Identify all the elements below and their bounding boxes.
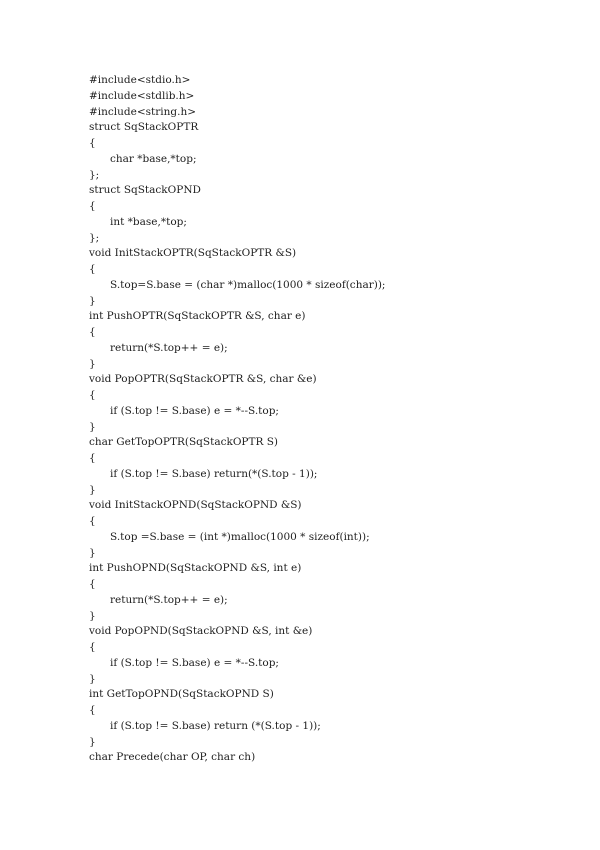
code-line: { (89, 389, 96, 401)
code-line: S.top =S.base = (int *)malloc(1000 * sizeof(int)); (110, 530, 370, 543)
code-line: if (S.top != S.base) return (*(S.top - 1)); (110, 719, 321, 732)
code-line: int GetTopOPND(SqStackOPND S) (89, 688, 274, 701)
code-line: #include<stdlib.h> (89, 89, 195, 102)
code-line: { (89, 200, 96, 212)
code-line: return(*S.top++ = e); (110, 593, 228, 606)
code-line: #include<stdio.h> (89, 74, 191, 86)
code-line: S.top=S.base = (char *)malloc(1000 * sizeof(char)); (110, 278, 386, 291)
code-line: { (89, 515, 96, 527)
code-line: { (89, 263, 96, 275)
code-line: void PopOPND(SqStackOPND &S, int &e) (89, 625, 313, 638)
code-line: } (89, 609, 96, 622)
code-line: if (S.top != S.base) e = *--S.top; (110, 656, 279, 669)
code-line: } (89, 546, 96, 559)
code-line: void InitStackOPND(SqStackOPND &S) (89, 499, 302, 512)
code-line: #include<string.h> (89, 105, 197, 118)
code-line: void InitStackOPTR(SqStackOPTR &S) (89, 247, 297, 260)
code-line: char *base,*top; (110, 152, 197, 165)
code-line: if (S.top != S.base) return(*(S.top - 1)); (110, 467, 318, 480)
code-line: int PushOPND(SqStackOPND &S, int e) (89, 562, 302, 575)
code-line: return(*S.top++ = e); (110, 341, 228, 354)
code-line: } (89, 294, 96, 307)
code-line: { (89, 641, 96, 653)
code-line: if (S.top != S.base) e = *--S.top; (110, 404, 279, 417)
code-line: } (89, 357, 96, 370)
code-line: } (89, 483, 96, 496)
code-line: { (89, 326, 96, 338)
code-line: char Precede(char OP, char ch) (89, 751, 256, 764)
code-line: struct SqStackOPND (89, 184, 201, 197)
code-line: }; (89, 231, 100, 244)
code-line: int *base,*top; (110, 215, 187, 228)
code-line: char GetTopOPTR(SqStackOPTR S) (89, 436, 279, 449)
code-line: int PushOPTR(SqStackOPTR &S, char e) (89, 310, 306, 323)
code-line: void PopOPTR(SqStackOPTR &S, char &e) (89, 373, 317, 386)
code-line: { (89, 704, 96, 716)
code-line: } (89, 672, 96, 685)
code-line: } (89, 735, 96, 748)
code-line: { (89, 452, 96, 464)
code-line: { (89, 137, 96, 149)
code-line: struct SqStackOPTR (89, 121, 199, 134)
code-listing (89, 73, 569, 766)
code-line: } (89, 420, 96, 433)
code-line: { (89, 578, 96, 590)
code-line: }; (89, 168, 100, 181)
